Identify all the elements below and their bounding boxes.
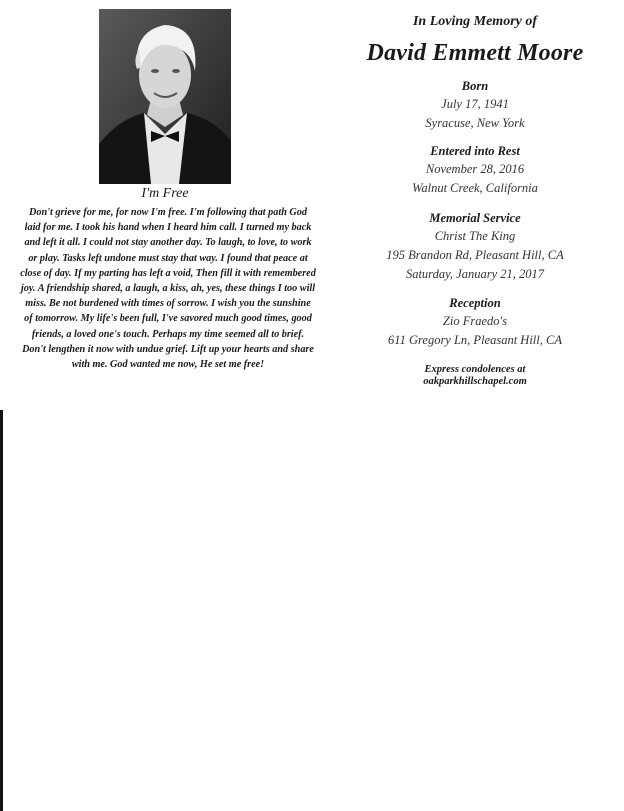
reception-section [325, 295, 624, 350]
poem-text [6, 205, 330, 372]
reception-heading: Reception [449, 296, 501, 310]
rest-date: November 28, 2016 [425, 162, 525, 176]
poem-line: Don't grieve for me, for now I'm free. I'm following that path God [29, 207, 307, 218]
born-place: Syracuse, New York [425, 116, 525, 130]
poem-line: or play. Tasks left undone must stay that way. I found that peace at [28, 252, 308, 264]
poem-line: laid for me. I took his hand when I heard him call. I turned my back [24, 222, 312, 234]
born-section [325, 78, 624, 133]
memorial-heading: In Loving Memory of [412, 14, 538, 29]
service-church: Christ The King [434, 229, 516, 243]
born-heading: Born [461, 79, 489, 93]
service-address: 195 Brandon Rd, Pleasant Hill, CA [386, 248, 564, 262]
condolences-url: oakparkhillschapel.com [423, 376, 527, 387]
poem-line: joy. A friendship shared, a laugh, a kiss, ah, yes, these things I too will [20, 283, 316, 295]
rest-section [325, 143, 624, 198]
reception-venue: Zio Fraedo's [442, 314, 508, 328]
poem-line: miss. Be not burdened with times of sorrow. I wish you the sunshine [25, 298, 311, 310]
deceased-name: David Emmett Moore [366, 40, 584, 66]
service-heading: Memorial Service [429, 211, 521, 225]
scan-edge-line [0, 410, 3, 811]
service-date: Saturday, January 21, 2017 [405, 267, 545, 281]
poem-title: I'm Free [141, 186, 189, 201]
poem-line: close of day. If my parting has left a void, Then fill it with remembered [20, 267, 316, 279]
portrait-photo [99, 9, 231, 184]
portrait-image [99, 9, 231, 184]
poem-line: Don't lengthen it now with undue grief. Lift up your hearts and share [22, 343, 314, 355]
condolences-text: Express condolences at [424, 364, 526, 375]
rest-heading: Entered into Rest [430, 144, 520, 158]
poem-line: of tomorrow. My life's been full, I've savored much good times, good [24, 313, 312, 325]
condolences-note [325, 364, 624, 388]
reception-address: 611 Gregory Ln, Pleasant Hill, CA [388, 333, 562, 347]
poem-line: with me. God wanted me now, He set me free! [71, 359, 265, 371]
poem-line: friends, a loved one's touch. Perhaps my time seemed all to brief. [31, 328, 305, 340]
poem-line: and left it all. I could not stay another day. To laugh, to love, to work [24, 237, 312, 249]
born-date: July 17, 1941 [441, 97, 509, 111]
service-section [325, 210, 624, 284]
rest-place: Walnut Creek, California [412, 181, 538, 195]
